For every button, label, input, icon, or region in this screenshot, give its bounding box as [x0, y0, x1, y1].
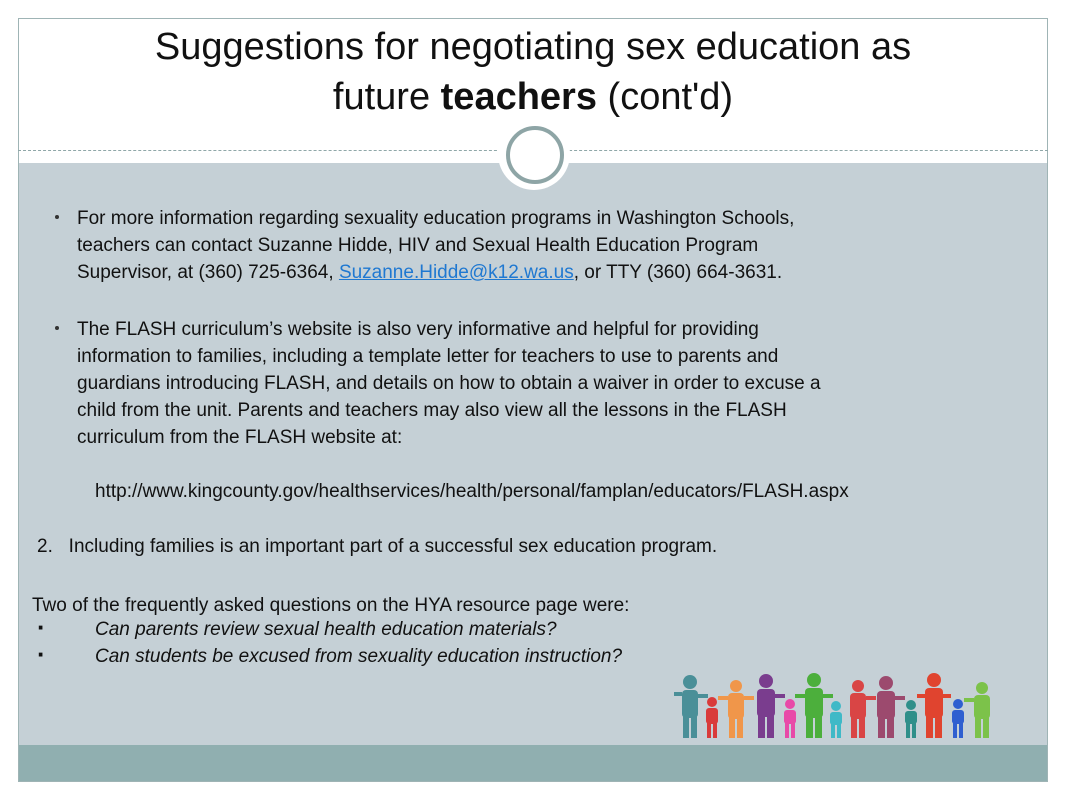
figure-adult-3 — [757, 674, 785, 738]
bullet-dot-1 — [55, 215, 59, 219]
bullet-2 — [77, 316, 1037, 451]
numbered-item-2: 2. Including families is an important part of a successful sex education program. — [37, 536, 718, 557]
bullet-dot-2 — [55, 326, 59, 330]
flash-url[interactable]: http://www.kingcounty.gov/healthservices/health/personal/famplan/educators/FLASH.aspx — [95, 481, 849, 502]
title-line-1: Suggestions for negotiating sex education as — [154, 26, 912, 68]
figure-adult-6 — [877, 676, 905, 738]
bullet-1-line-3 — [77, 259, 1037, 286]
figure-adult-7 — [917, 673, 951, 738]
figure-child-3 — [830, 701, 842, 738]
title-line-2-pre: future — [332, 76, 441, 118]
families-illustration — [670, 672, 1000, 742]
bullet-2-line-2: information to families, including a template letter for teachers to use to parents and — [77, 346, 779, 367]
title-line-2-post: (cont'd) — [596, 76, 734, 118]
figure-child-2 — [784, 699, 796, 738]
bullet-2-line-1: The FLASH curriculum’s website is also very informative and helpful for providing — [77, 319, 759, 340]
faq-bullet-icon: · — [37, 612, 46, 642]
figure-adult-2 — [718, 680, 754, 738]
figure-adult-1 — [674, 675, 708, 738]
divider-ring-inner — [506, 126, 564, 184]
bullet-1-line-2: teachers can contact Suzanne Hidde, HIV and Sexual Health Education Program — [77, 235, 759, 256]
figure-child-5 — [952, 699, 964, 738]
email-link[interactable]: Suzanne.Hidde@k12.wa.us — [338, 262, 574, 283]
bullet-2-line-5: curriculum from the FLASH website at: — [77, 427, 403, 448]
faq-bullet-icon: · — [37, 639, 46, 669]
figure-adult-4 — [795, 673, 833, 738]
slide-title — [18, 22, 1048, 122]
faq-item-2: Can students be excused from sexuality education instruction? — [95, 646, 623, 667]
bullet-1-line-3-pre: Supervisor, at (360) 725-6364, — [77, 262, 339, 283]
faq-item-1: Can parents review sexual health education materials? — [95, 619, 557, 640]
faq-intro: Two of the frequently asked questions on the HYA resource page were: — [32, 595, 630, 616]
footer-bar — [19, 745, 1047, 781]
title-bold-word: teachers — [440, 76, 597, 118]
family-figures — [674, 673, 990, 738]
bullet-2-line-4: child from the unit. Parents and teachers may also view all the lessons in the FLASH — [77, 400, 787, 421]
figure-child-4 — [905, 700, 917, 738]
bullet-1-line-3-post: , or TTY (360) 664-3631. — [573, 262, 783, 283]
bullet-1 — [77, 205, 1037, 286]
figure-adult-8 — [964, 682, 990, 738]
figure-child-1 — [706, 697, 718, 738]
bullet-2-line-3: guardians introducing FLASH, and details on how to obtain a waiver in order to excuse a — [77, 373, 821, 394]
figure-adult-5 — [850, 680, 876, 738]
bullet-1-line-1: For more information regarding sexuality education programs in Washington Schools, — [77, 208, 795, 229]
